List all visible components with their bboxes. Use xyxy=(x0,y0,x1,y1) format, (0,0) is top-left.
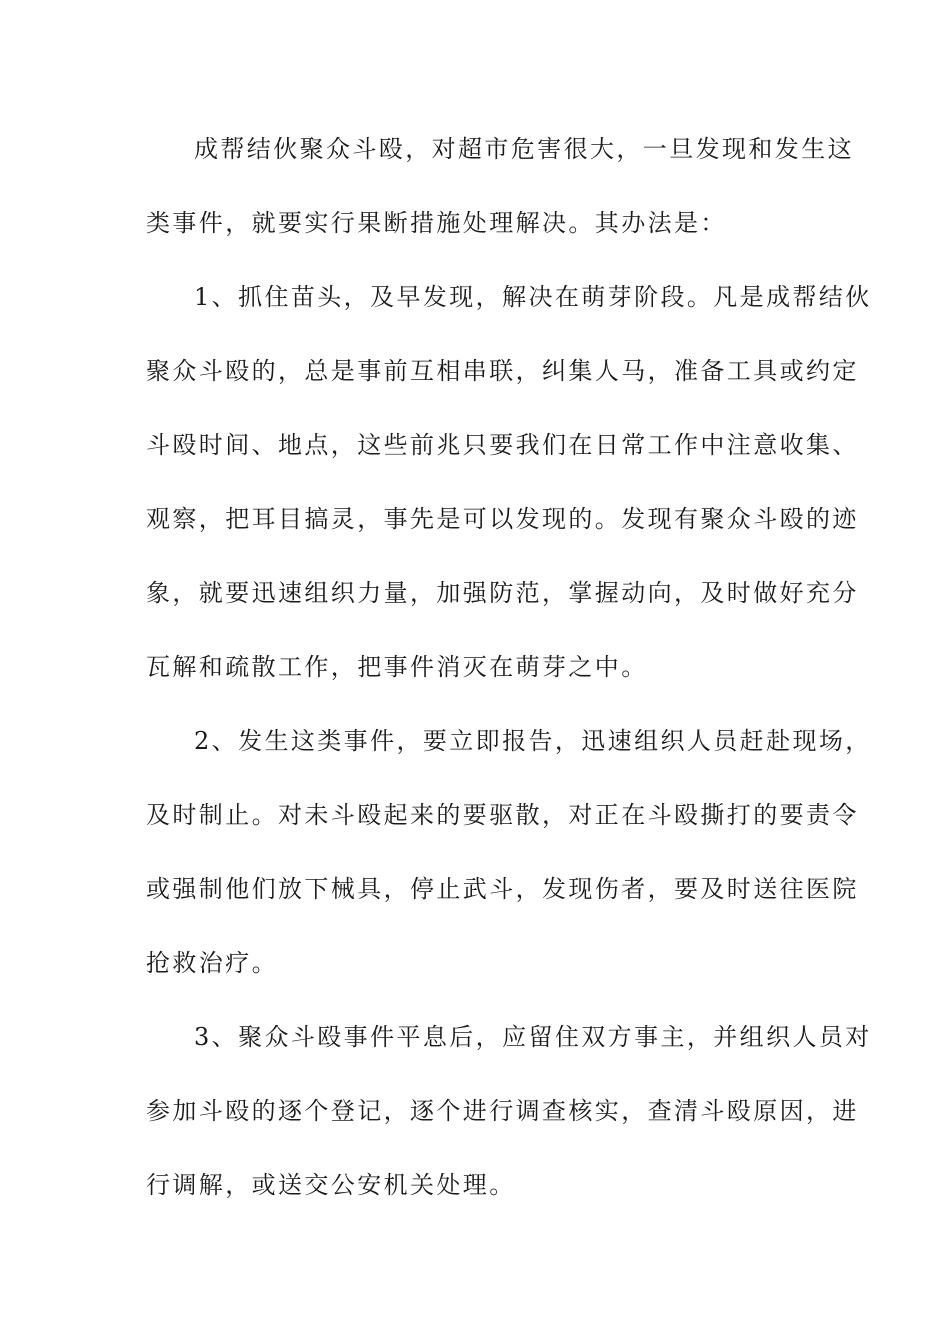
paragraph-line: 斗殴时间、地点，这些前兆只要我们在日常工作中注意收集、 xyxy=(146,431,859,459)
paragraph-line: 1、抓住苗头，及早发现，解决在萌芽阶段。凡是成帮结伙 xyxy=(194,283,872,311)
paragraph-line: 瓦解和疏散工作，把事件消灭在萌芽之中。 xyxy=(146,653,648,681)
paragraph-line: 2、发生这类事件，要立即报告，迅速组织人员赶赴现场， xyxy=(194,727,872,755)
paragraph-item-3 xyxy=(146,1000,872,1222)
paragraph-line: 成帮结伙聚众斗殴，对超市危害很大，一旦发现和发生这 xyxy=(194,135,854,163)
paragraph-line: 或强制他们放下械具，停止武斗，发现伤者，要及时送往医院 xyxy=(146,875,859,903)
paragraph-line: 象，就要迅速组织力量，加强防范，掌握动向，及时做好充分 xyxy=(146,579,859,607)
paragraph-intro xyxy=(146,112,854,260)
paragraph-line: 及时制止。对未斗殴起来的要驱散，对正在斗殴撕打的要责令 xyxy=(146,801,859,829)
paragraph-line: 行调解，或送交公安机关处理。 xyxy=(146,1171,516,1199)
paragraph-line: 观察，把耳目搞灵，事先是可以发现的。发现有聚众斗殴的迹 xyxy=(146,505,859,533)
paragraph-line: 聚众斗殴的，总是事前互相串联，纠集人马，准备工具或约定 xyxy=(146,357,859,385)
document-body xyxy=(146,112,872,1222)
paragraph-item-2 xyxy=(146,704,872,1000)
paragraph-line: 类事件，就要实行果断措施处理解决。其办法是： xyxy=(146,209,727,237)
paragraph-line: 3、聚众斗殴事件平息后，应留住双方事主，并组织人员对 xyxy=(194,1023,872,1051)
paragraph-line: 参加斗殴的逐个登记，逐个进行调查核实，查清斗殴原因，进 xyxy=(146,1097,859,1125)
paragraph-line: 抢救治疗。 xyxy=(146,949,278,977)
paragraph-item-1 xyxy=(146,260,872,704)
